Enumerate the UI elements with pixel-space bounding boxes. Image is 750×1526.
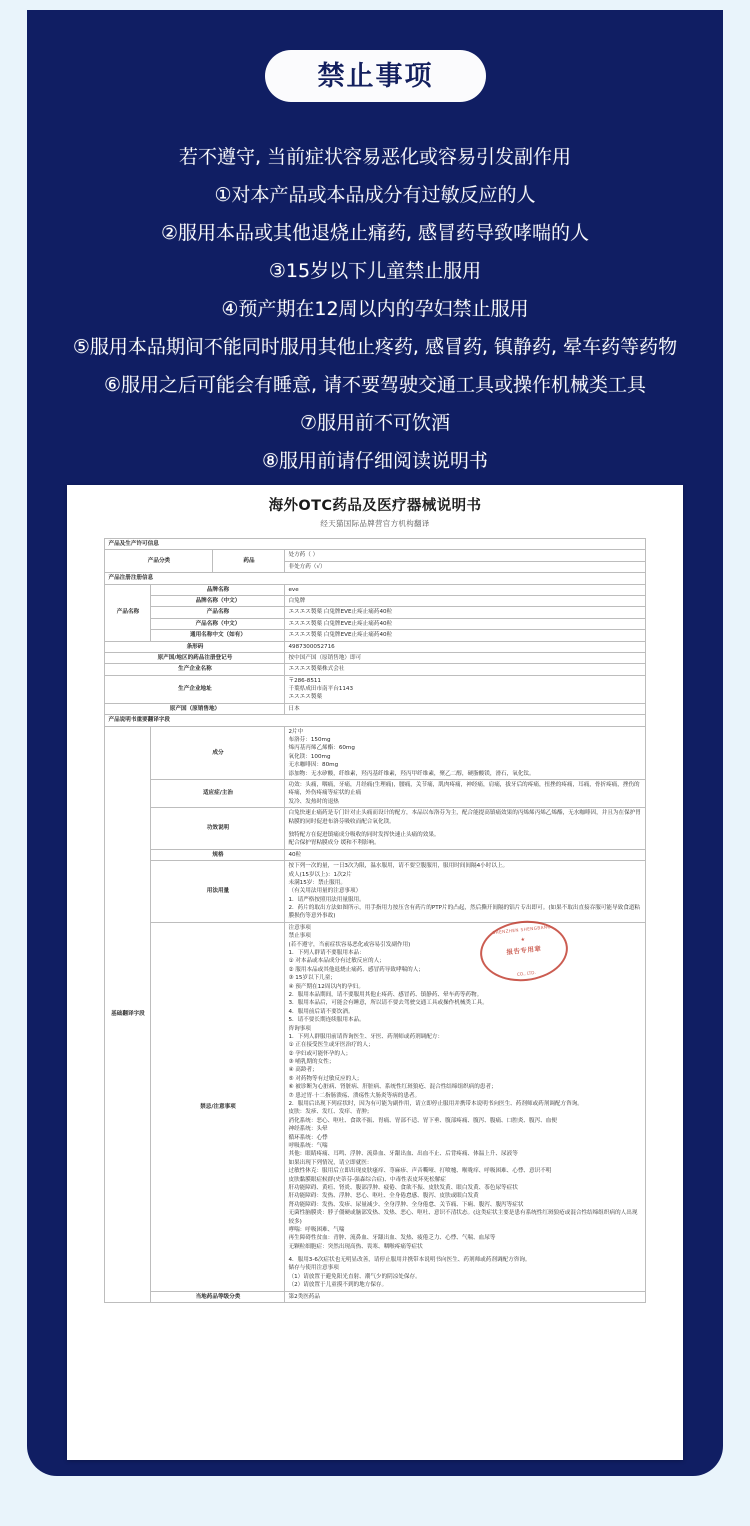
effect-line: 白兔快速止痛药是专门针对止头痛而设计的配方，本品以布洛芬为主，配合能提高镇痛效果的丙烯烯丙烯乙烯酯，无水咖啡因，并且为在保护胃粘膜的同时促进布洛芬吸收而配合氧化镁。 <box>288 810 641 825</box>
caution-line: (若不遵守，当前症状容易恶化或容易引发副作用) <box>288 941 411 948</box>
caution-line: 皮肤：发疹、发红、发痒、青肿； <box>288 1109 373 1116</box>
document-subtitle: 经天猫国际品牌营官方机构翻译 <box>320 519 430 528</box>
caution-line: 肝功能障碍、黄疸、肾炎、腹部浮肿、疲倦、食欲不振、皮肤发黄、眼白发黄、茶色尿等症状 <box>288 1184 518 1191</box>
cell-dosage-label: 用法用量 <box>151 861 285 923</box>
caution-line: （2）请放置于儿童摸不到的地方保存。 <box>288 1282 388 1289</box>
cell-effect-label: 功效说明 <box>151 808 285 850</box>
address-line-3: エスエス製薬 <box>288 694 323 701</box>
caution-line: 2．服用本品期间，请不要服用其他止疼药、感冒药、镇静药、晕车药等药物。 <box>288 991 483 998</box>
page-title: 禁止事项 <box>317 60 434 92</box>
ingredient-line: 添加物：无水矽酸，纤维素，羟丙基纤维素，羟丙甲纤维素，聚乙二醇，硬脂酸镁，滑石，氧化钛。 <box>288 770 535 777</box>
table-row <box>105 779 645 807</box>
list-item: 若不遵守, 当前症状容易恶化或容易引发副作用 <box>178 146 572 168</box>
cell-spec-value: 40粒 <box>285 849 645 860</box>
address-line-2: 千葉県成田市南平台1143 <box>288 686 354 693</box>
dosage-line: 2．药片的取出方法如图所示，用手指用力按压含有药片的PTP片的凸起，然后撕开间隔的铝片专出即可。(如果不取出直接吞服可能导致食道粘膜损伤等意外事故) <box>288 905 641 920</box>
section-registration-header: 产品注册注册信息 <box>105 573 645 584</box>
cell-effect-value <box>285 808 645 850</box>
dosage-line: 成人(15岁以上)：1次2片 <box>288 871 352 878</box>
caution-line: 3．服用本品后，可能会有睡意，所以请不要去驾驶交通工具或操作机械类工具。 <box>288 1000 488 1007</box>
caution-line: 如果出现下列情况，请立即就医： <box>288 1159 373 1166</box>
cell-approval-value: 按中国产国（原销售地）即可 <box>285 652 645 663</box>
cell-maker-value: エスエス製薬株式会社 <box>285 664 645 675</box>
cell-prod-label: 产品名称 <box>151 607 285 618</box>
cell-barcode-label: 条形码 <box>105 641 285 652</box>
cell-spec-label: 规格 <box>151 849 285 860</box>
effect-line: 独特配方在促进镇痛成分吸收的同时发挥快速止头痛的效果。 <box>288 831 440 838</box>
caution-line: ④ 高龄者； <box>288 1067 318 1074</box>
cell-origin-label: 原产国（原销售地） <box>105 703 285 714</box>
effect-line: 配合保护胃粘膜成分 缓和不利影响。 <box>288 840 380 847</box>
cell-category-value: 药品 <box>213 550 285 573</box>
caution-line: ① 正在接受医生或牙医治疗的人； <box>288 1042 374 1049</box>
table-row <box>105 922 645 1291</box>
seal-center-text: 报告专用章 <box>506 944 542 957</box>
table-row <box>105 808 645 850</box>
ingredient-line: 布洛芬：150mg <box>288 737 331 744</box>
dosage-line: 1．请严格按照用法用量服用。 <box>288 896 365 903</box>
caution-line: 过敏性休克：服用后立即出现皮肤瘙痒、荨麻疹、声音嘶哑、打喷嚏、喉咙痒、呼吸困难、心悸、意识不明 <box>288 1168 552 1175</box>
caution-line: 5．请不要长期连续服用本品。 <box>288 1017 365 1024</box>
cell-ingredient-label: 成分 <box>151 726 285 779</box>
caution-line: ⑤ 对药物等有过敏反应的人； <box>288 1075 363 1082</box>
indication-line: 发冷、发热时的退热 <box>288 798 339 805</box>
caution-line: ① 对本品或本品成分有过敏反应的人； <box>288 958 385 965</box>
table-row <box>105 726 645 779</box>
table-row <box>105 573 645 584</box>
cell-indication-label: 适应症/主治 <box>151 779 285 807</box>
cell-rx-option: 处方药（ ） <box>285 550 645 561</box>
cell-caution-value <box>285 922 645 1291</box>
seal-arc-bottom-text: CO., LTD. <box>516 969 537 977</box>
cell-indication-value <box>285 779 645 807</box>
caution-line: （1）请放置于避免阳光直射、潮气少的阴凉处保存。 <box>288 1273 421 1280</box>
caution-line: ② 服用本品或其他退烧止痛药、感冒药导致哮喘的人； <box>288 966 424 973</box>
table-row <box>105 675 645 703</box>
cell-grade-value: 第2类医药品 <box>285 1291 645 1302</box>
cell-address-value <box>285 675 645 703</box>
cell-brand-label: 品牌名称 <box>151 584 285 595</box>
table-row <box>105 641 645 652</box>
caution-line: 消化系统：恶心、呕吐、食欲不振、胃痛、胃部不适、胃下垂、腹部疼痛、腹泻、腹痛、口腔炎、腹泻、血便 <box>288 1117 557 1124</box>
list-item: ①对本产品或本品成分有过敏反应的人 <box>214 184 536 206</box>
cell-ingredient-value <box>285 726 645 779</box>
caution-line: 哮喘：呼吸困难、气喘 <box>288 1226 345 1233</box>
caution-line: 呼吸系统：气喘 <box>288 1143 328 1149</box>
seal-arc-top-text: SHENZHEN SHENGBANG <box>492 924 552 936</box>
cell-product-name-label: 产品名称 <box>105 584 151 641</box>
specification-table <box>104 538 645 1303</box>
caution-line: 咨询事项 <box>288 1025 311 1032</box>
cell-common-label: 通用名称中文（如有） <box>151 630 285 641</box>
list-item: ⑧服用前请仔细阅读说明书 <box>261 450 489 472</box>
ingredient-line: 烯丙基丙烯乙烯酯：60mg <box>288 745 355 752</box>
instruction-document-card <box>67 485 683 1460</box>
cell-base-field-label: 基础翻译字段 <box>105 726 151 1302</box>
table-row <box>105 539 645 550</box>
caution-line: ⑥ 被诊断为心脏病、肾脏病、肝脏病、系统性红斑狼疮、混合性结缔组织病的患者； <box>288 1084 497 1091</box>
table-row <box>105 849 645 860</box>
cell-barcode-value: 4987300052716 <box>285 641 645 652</box>
table-row <box>105 664 645 675</box>
caution-line: 皮肤黏膜眼症候群(史蒂芬-强森综合症)、中毒性表皮坏死松解症 <box>288 1176 446 1183</box>
seal-star-icon: ★ <box>520 936 526 944</box>
document-title: 海外OTC药品及医疗器械说明书 <box>268 498 482 514</box>
list-item: ②服用本品或其他退烧止痛药, 感冒药导致哮喘的人 <box>160 222 590 244</box>
table-row <box>105 630 645 641</box>
table-row <box>105 652 645 663</box>
caution-line: 4．服用前后请不要饮酒。 <box>288 1008 354 1015</box>
caution-line: 4．服用3-6次症状也无明显改善，请停止服用并携带本说明书向医生、药剂师或药剂调配方咨询。 <box>288 1257 531 1264</box>
cell-otc-option: 非处方药（√） <box>285 561 645 572</box>
caution-line: 2．服用后出现下列症状时，因为有可能为副作用，请立即停止服用并携带本说明书向医生、药剂师或药剂调配方咨询。 <box>288 1101 583 1108</box>
section-translation-header: 产品说明书重要翻译字段 <box>105 715 645 726</box>
table-row <box>105 715 645 726</box>
cell-brand-value: eve <box>285 584 645 595</box>
ingredient-line: 氧化镁：100mg <box>288 753 331 760</box>
cell-brand-cn-label: 品牌名称（中文） <box>151 595 285 606</box>
section-title-pill <box>265 50 486 102</box>
cell-common-value: エスエス製薬 白兔牌EVE止疼止痛药40粒 <box>285 630 645 641</box>
table-row <box>105 1291 645 1302</box>
table-row <box>105 618 645 629</box>
caution-line: 循环系统：心悸 <box>288 1134 328 1141</box>
cell-category-label: 产品分类 <box>105 550 213 573</box>
table-row <box>105 550 645 561</box>
cell-approval-label: 原产国/地区的药品注册登记号 <box>105 652 285 663</box>
caution-line: 1．下列人群服用前请咨询医生、牙医、药剂师或药剂调配方： <box>288 1033 444 1040</box>
caution-line: 肝功能障碍：发热、浮肿、恶心、呕吐、全身倦怠感、腹泻、皮肤或眼白发黄 <box>288 1193 479 1200</box>
caution-line: 无颗粒细胞症：突然出现高热、畏寒、咽喉疼痛等症状 <box>288 1243 423 1250</box>
list-item: ⑥服用之后可能会有睡意, 请不要驾驶交通工具或操作机械类工具 <box>103 374 647 396</box>
ingredient-line: 2片中 <box>288 728 304 735</box>
caution-line: 其他：眼睛疼痛、耳鸣、浮肿、流鼻血、牙龈出血、出血不止、后背疼痛、体温上升、尿液等 <box>288 1151 518 1158</box>
cell-grade-label: 当地药品等级分类 <box>151 1291 285 1302</box>
address-line-1: 〒286-8511 <box>288 677 321 684</box>
section-license-header: 产品及生产许可信息 <box>105 539 645 550</box>
dosage-line: 未满15岁：禁止服用。 <box>288 879 346 886</box>
cell-caution-label: 禁忌/注意事项 <box>151 922 285 1291</box>
caution-line: 再生障碍性贫血：青肿、流鼻血、牙龈出血、发热、疲倦乏力、心悸、气喘、血尿等 <box>288 1235 496 1242</box>
caution-line: 肾功能障碍：发热、发疹、尿量减少、全身浮肿、全身倦怠、关节痛、下痢、腹泻、腹泻等症状 <box>288 1201 524 1208</box>
caution-line: ② 孕妇或可能怀孕的人； <box>288 1050 352 1057</box>
table-row <box>105 607 645 618</box>
cell-address-label: 生产企业地址 <box>105 675 285 703</box>
caution-line: 神经系统：头晕 <box>288 1126 328 1133</box>
table-row <box>105 703 645 714</box>
caution-line: 禁止事项 <box>288 933 311 940</box>
cell-prod-cn-value: エスエス製薬 白兔牌EVE止疼止痛药40粒 <box>285 618 645 629</box>
table-row <box>105 861 645 923</box>
cell-dosage-value <box>285 861 645 923</box>
document-header <box>67 485 683 529</box>
cell-origin-value: 日本 <box>285 703 645 714</box>
caution-line: ③ 15岁以下儿童； <box>288 975 336 982</box>
list-item: ⑤服用本品期间不能同时服用其他止疼药, 感冒药, 镇静药, 晕车药等药物 <box>72 336 678 358</box>
list-item: ③15岁以下儿童禁止服用 <box>268 260 482 282</box>
table-row <box>105 584 645 595</box>
caution-line: 注意事项 <box>288 924 311 931</box>
caution-line: ⑦ 患过胃·十二指肠溃疡、溃疡性大肠炎等病的患者。 <box>288 1092 421 1099</box>
dosage-line: 按下列一次的量，一日3次为限，温水服用，请不要空腹服用，服用时间间隔4小时以上。 <box>288 863 509 870</box>
list-item: ④预产期在12周以内的孕妇禁止服用 <box>221 298 529 320</box>
list-item: ⑦服用前不可饮酒 <box>299 412 451 434</box>
caution-line: 无菌性脑膜炎：脖子僵硬或脑部发热、发热、恶心、呕吐、意识不清状态。(这类症状主要是患有系统性红斑狼疮或混合性结缔组织病的人出现较多) <box>288 1210 638 1225</box>
cell-prod-value: エスエス製薬 白兔牌EVE止疼止痛药40粒 <box>285 607 645 618</box>
indication-line: 功效：头痛，咽痛，牙痛，月经痛(生理痛)，腰痛，关节痛，肌肉疼痛，神经痛，肩痛，拔牙后的疼痛，扭挫的疼痛，耳痛，骨折疼痛，挫伤的疼痛，外伤疼痛等症状的止痛 <box>288 781 640 797</box>
prohibition-list <box>27 148 723 471</box>
caution-line: 储存与使用注意事项 <box>288 1265 339 1272</box>
caution-line: ④ 预产期在12周以内的孕妇。 <box>288 983 364 990</box>
cell-maker-label: 生产企业名称 <box>105 664 285 675</box>
cell-prod-cn-label: 产品名称（中文） <box>151 618 285 629</box>
dosage-line: （有关用法用量的注意事项） <box>288 888 362 895</box>
caution-line: ③ 哺乳期的女性； <box>288 1059 335 1066</box>
ingredient-line: 无水咖啡因：80mg <box>288 762 339 769</box>
cell-brand-cn-value: 白兔牌 <box>285 595 645 606</box>
caution-line: 1．下列人群请不要服用本品： <box>288 950 365 957</box>
table-row <box>105 595 645 606</box>
